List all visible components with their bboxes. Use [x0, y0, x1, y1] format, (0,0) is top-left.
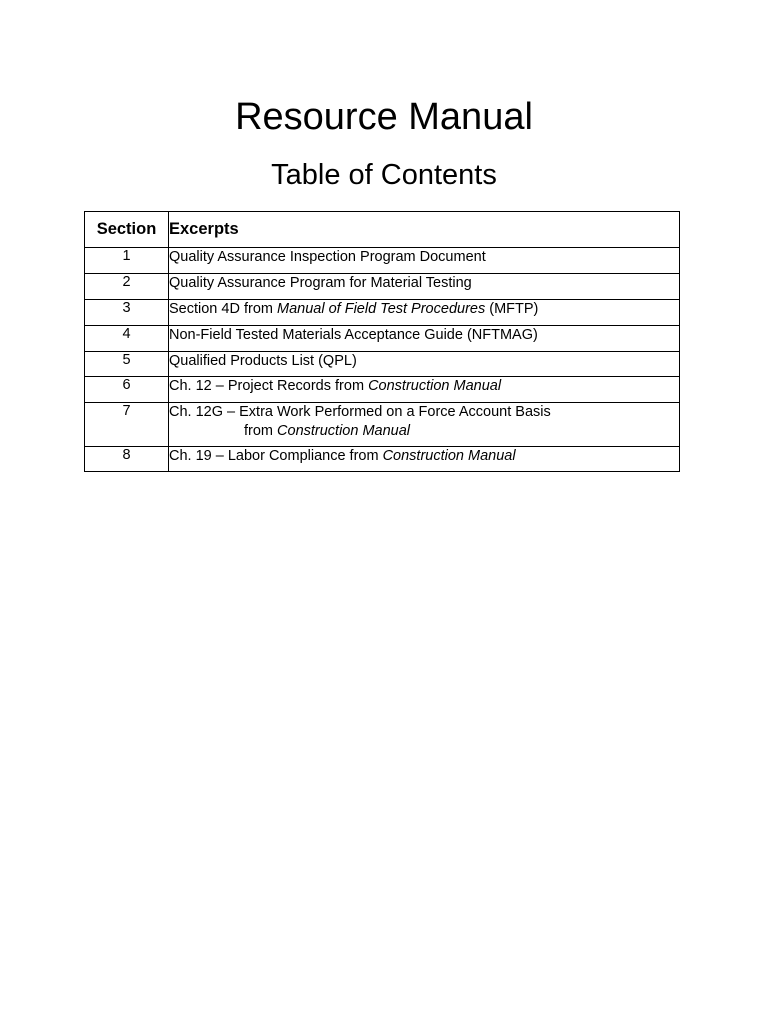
- excerpt-italic-title: Construction Manual: [277, 423, 411, 439]
- excerpt-prefix: Ch. 12 – Project Records from: [169, 378, 369, 394]
- table-row: [85, 447, 680, 472]
- table-header-row: [85, 212, 680, 248]
- table-row: [85, 274, 680, 300]
- section-number: 8: [85, 447, 169, 472]
- section-number: 6: [85, 377, 169, 403]
- table-of-contents: [84, 211, 680, 472]
- header-section: Section: [85, 212, 169, 248]
- excerpt-prefix: from: [244, 423, 278, 439]
- section-number: 4: [85, 326, 169, 352]
- table-row: [85, 352, 680, 377]
- excerpt-prefix: Section 4D from: [169, 301, 277, 317]
- excerpt-suffix: (MFTP): [485, 301, 539, 317]
- section-number: 3: [85, 300, 169, 326]
- excerpt-text: Non-Field Tested Materials Acceptance Guide (NFTMAG): [169, 326, 680, 352]
- excerpt-italic-title: Construction Manual: [368, 378, 502, 394]
- document-subtitle: Table of Contents: [271, 159, 497, 191]
- table-row: [85, 300, 680, 326]
- table-row: [85, 326, 680, 352]
- excerpt-line1: Ch. 12G – Extra Work Performed on a Force Account Basis: [169, 404, 551, 420]
- document-title: Resource Manual: [235, 96, 533, 138]
- excerpt-text: [169, 403, 680, 447]
- excerpt-italic-title: Manual of Field Test Procedures: [277, 301, 486, 317]
- table-row: [85, 377, 680, 403]
- excerpt-text: [169, 377, 680, 403]
- excerpt-text: Quality Assurance Inspection Program Document: [169, 248, 680, 274]
- section-number: 5: [85, 352, 169, 377]
- excerpt-line2: [169, 422, 679, 441]
- excerpt-italic-title: Construction Manual: [382, 448, 516, 464]
- section-number: 7: [85, 403, 169, 447]
- excerpt-prefix: Ch. 19 – Labor Compliance from: [169, 448, 383, 464]
- header-excerpts: Excerpts: [169, 212, 680, 248]
- section-number: 1: [85, 248, 169, 274]
- table-row: [85, 403, 680, 447]
- excerpt-text: Qualified Products List (QPL): [169, 352, 680, 377]
- excerpt-text: Quality Assurance Program for Material Testing: [169, 274, 680, 300]
- table-row: [85, 248, 680, 274]
- section-number: 2: [85, 274, 169, 300]
- excerpt-text: [169, 447, 680, 472]
- excerpt-text: [169, 300, 680, 326]
